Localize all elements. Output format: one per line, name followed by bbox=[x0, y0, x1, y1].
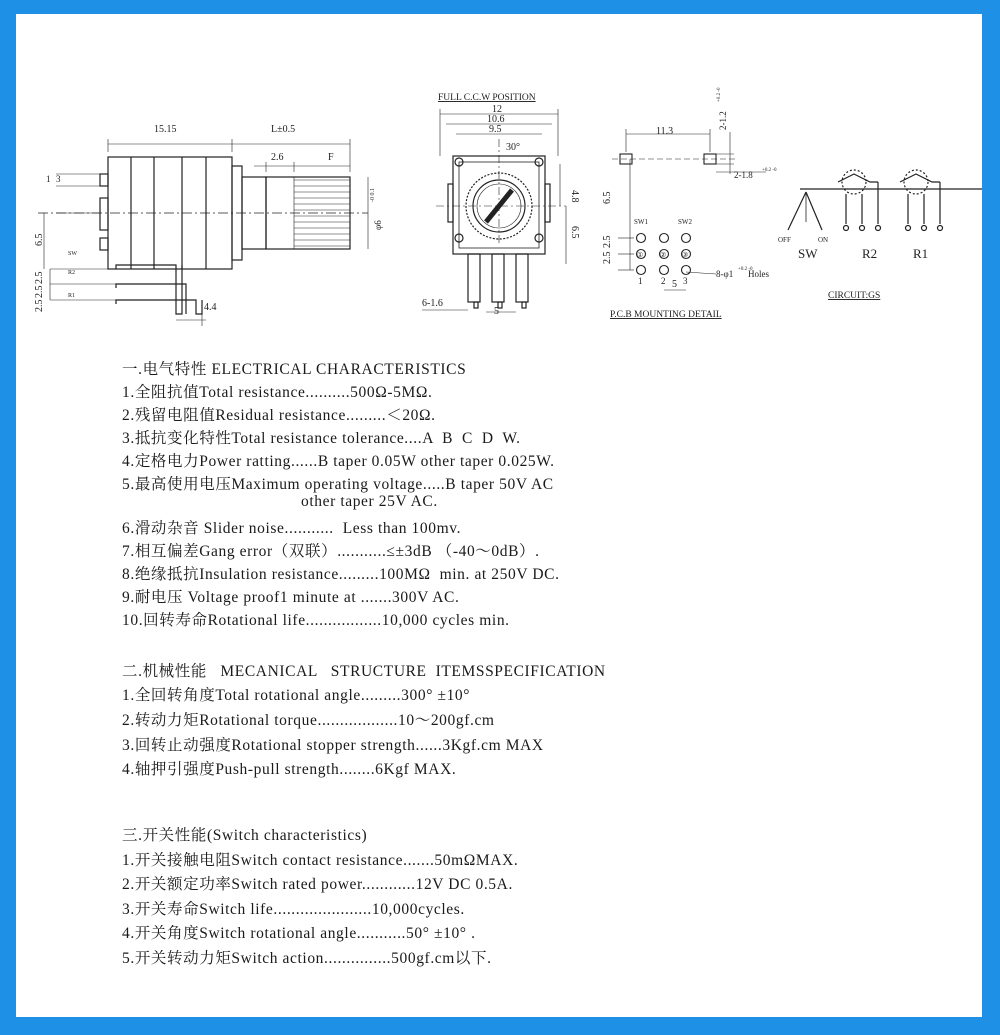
dim-6-5: 6.5 bbox=[34, 233, 45, 246]
dim-2-5-a: 2.5 bbox=[34, 271, 45, 284]
dim-pcb-6-5: 6.5 bbox=[602, 191, 613, 204]
circuit-diagram bbox=[788, 170, 982, 231]
switch-on-label: ON bbox=[818, 236, 829, 244]
pin-circled-3: ③ bbox=[682, 251, 689, 259]
spec-line: 10.回转寿命Rotational life.................10,000 cycles min. bbox=[122, 612, 510, 629]
dim-2-5-c: 2.5 bbox=[34, 299, 45, 312]
spec-line: 3.开关寿命Switch life......................10,000cycles. bbox=[122, 901, 465, 918]
dim-2-1-2: 2-1.2 bbox=[718, 111, 728, 130]
side-view-drawing bbox=[38, 139, 368, 326]
dim-f: F bbox=[328, 152, 334, 163]
dim-6-1-6: 6-1.6 bbox=[422, 298, 443, 309]
dim-shaft-tolerance: -0 0.1 bbox=[370, 188, 376, 202]
spec-line: 6.滑动杂音 Slider noise........... Less than 100mv. bbox=[122, 520, 462, 537]
dim-12: 12 bbox=[492, 104, 502, 115]
sw1-label: SW1 bbox=[634, 218, 648, 226]
pin-label-r2: R2 bbox=[68, 270, 76, 276]
spec-line: 1.全阻抗值Total resistance..........500Ω-5MΩ. bbox=[122, 384, 433, 401]
dim-shaft-length: L±0.5 bbox=[271, 124, 296, 135]
spec-line: 9.耐电压 Voltage proof1 minute at .......300V AC. bbox=[122, 589, 460, 606]
spec-line: 2.转动力矩Rotational torque..................10～200gf.cm bbox=[122, 712, 495, 729]
dim-body-length: 15.15 bbox=[154, 124, 177, 135]
dim-left-3: 3 bbox=[56, 174, 61, 184]
spec-line: 5.开关转动力矩Switch action...............500gf.cm以下. bbox=[122, 950, 492, 967]
front-view-title: FULL C.C.W POSITION bbox=[438, 93, 536, 103]
spec-line: 3.抵抗变化特性Total resistance tolerance....A B C D W. bbox=[122, 430, 521, 447]
dim-2-5-b: 2.5 bbox=[34, 285, 45, 298]
dim-10-6: 10.6 bbox=[487, 114, 505, 125]
spec-line: 7.相互偏差Gang error（双联）...........≤±3dB （-40～0dB）. bbox=[122, 543, 540, 560]
dim-9-5: 9.5 bbox=[489, 124, 502, 135]
dim-2-1-8: 2-1.8 bbox=[734, 170, 753, 180]
dim-front-6-5: 6.5 bbox=[569, 226, 580, 239]
angle-30: 30° bbox=[506, 142, 520, 153]
dim-4-4: 4.4 bbox=[204, 302, 217, 313]
pcb-mounting-drawing bbox=[612, 129, 766, 290]
dim-front-5: 5 bbox=[494, 306, 499, 317]
dim-pcb-2-5-a: 2.5 bbox=[602, 235, 613, 248]
section-heading: 三.开关性能(Switch characteristics) bbox=[122, 827, 368, 844]
dim-11-3: 11.3 bbox=[656, 126, 674, 137]
pin-circled-2: ② bbox=[660, 251, 667, 259]
datasheet-page bbox=[16, 14, 982, 1017]
section-heading: 一.电气特性 ELECTRICAL CHARACTERISTICS bbox=[122, 361, 467, 378]
circuit-r1-label: R1 bbox=[913, 246, 929, 261]
dim-pcb-5: 5 bbox=[672, 279, 677, 290]
tol-2-1-2: +0.2 -0 bbox=[717, 87, 722, 102]
spec-line: 2.开关额定功率Switch rated power............12V DC 0.5A. bbox=[122, 876, 513, 893]
pin-2-label: 2 bbox=[661, 276, 666, 286]
sw2-label: SW2 bbox=[678, 218, 692, 226]
spec-line: 1.开关接触电阻Switch contact resistance.......50mΩMAX. bbox=[122, 852, 519, 869]
section-heading: 二.机械性能 MECANICAL STRUCTURE ITEMSSPECIFICATION bbox=[122, 663, 606, 680]
dim-4-8: 4.8 bbox=[569, 190, 580, 203]
circuit-sw-label: SW bbox=[798, 246, 818, 261]
technical-drawings bbox=[16, 14, 982, 354]
spec-line: 4.轴押引强度Push-pull strength........6Kgf MAX. bbox=[122, 761, 457, 778]
dim-pcb-2-5-b: 2.5 bbox=[602, 251, 613, 264]
holes-label: 8-φ1 bbox=[716, 269, 734, 279]
holes-word: Holes bbox=[748, 269, 769, 279]
spec-line: 1.全回转角度Total rotational angle.........300° ±10° bbox=[122, 687, 471, 704]
dim-left-1: 1 bbox=[46, 174, 51, 184]
dim-shaft-2-6: 2.6 bbox=[271, 152, 284, 163]
spec-line: 5.最高使用电压Maximum operating voltage.....B taper 50V AC bbox=[122, 476, 554, 493]
spec-line: 2.残留电阻值Residual resistance.........＜20Ω. bbox=[122, 407, 436, 424]
spec-line: other taper 25V AC. bbox=[122, 493, 438, 510]
spec-line: 4.定格电力Power ratting......B taper 0.05W other taper 0.025W. bbox=[122, 453, 555, 470]
circuit-r2-label: R2 bbox=[862, 246, 878, 261]
dim-shaft-diameter: φ6 bbox=[373, 220, 383, 230]
pin-1-label: 1 bbox=[638, 276, 643, 286]
pin-label-sw: SW bbox=[68, 251, 77, 257]
pin-label-r1: R1 bbox=[68, 293, 76, 299]
pin-3-label: 3 bbox=[683, 276, 688, 286]
holes-tolerance: +0.2 -0 bbox=[738, 267, 753, 272]
spec-line: 8.绝缘抵抗Insulation resistance.........100MΩ min. at 250V DC. bbox=[122, 566, 560, 583]
switch-off-label: OFF bbox=[778, 236, 791, 244]
front-view-drawing bbox=[422, 109, 566, 312]
circuit-title: CIRCUIT:GS bbox=[828, 291, 881, 301]
pcb-title: P.C.B MOUNTING DETAIL bbox=[610, 310, 722, 320]
spec-line: 3.回转止动强度Rotational stopper strength......3Kgf.cm MAX bbox=[122, 737, 544, 754]
spec-line: 4.开关角度Switch rotational angle...........50° ±10° . bbox=[122, 925, 476, 942]
tol-2-1-8: +0.2 -0 bbox=[762, 168, 777, 173]
pin-circled-1: ① bbox=[637, 251, 644, 259]
